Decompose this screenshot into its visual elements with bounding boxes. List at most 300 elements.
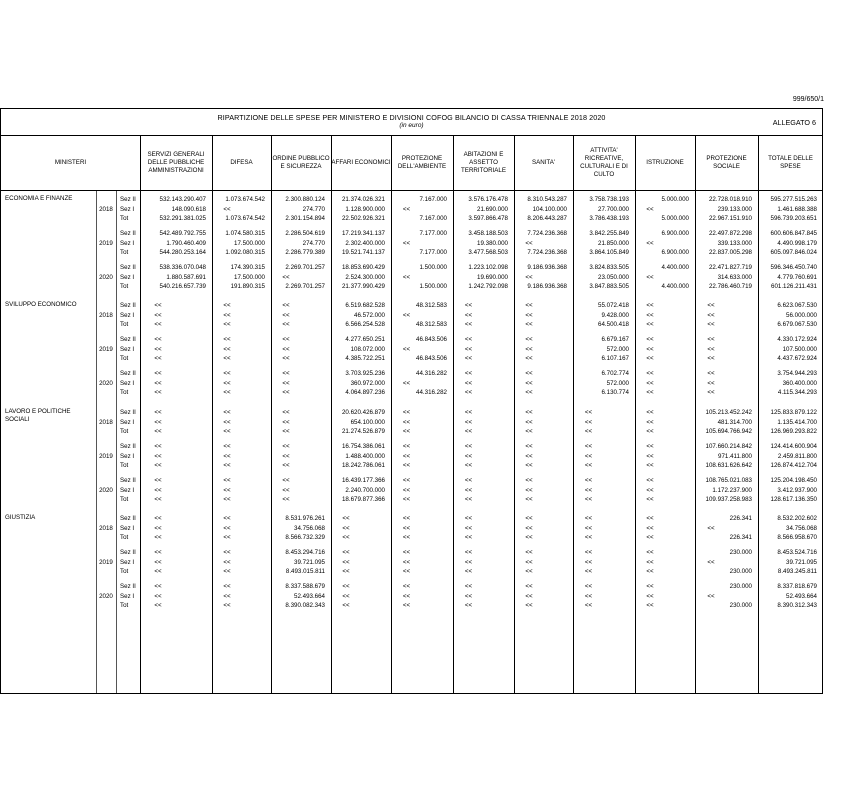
year-label: 2019 <box>99 558 113 566</box>
table-cell: 48.312.583 <box>416 321 447 329</box>
table-cell: 3.864.105.849 <box>589 249 629 257</box>
table-cell: 22.786.460.719 <box>708 283 752 291</box>
table-cell: << <box>584 583 593 590</box>
table-cell: << <box>402 273 411 281</box>
table-cell: << <box>223 602 231 610</box>
table-cell: << <box>282 462 290 470</box>
table-cell: << <box>525 345 533 353</box>
section-label: Tot <box>120 215 129 223</box>
table-cell: 1.135.414.700 <box>777 418 817 426</box>
table-cell: << <box>223 462 231 470</box>
table-cell: << <box>282 418 290 426</box>
table-cell: 4.064.897.236 <box>345 389 385 397</box>
table-cell: 274.770 <box>302 205 325 213</box>
table-cell: 596.346.450.740 <box>770 264 817 271</box>
section-label: Tot <box>120 428 129 436</box>
table-cell: << <box>525 583 533 590</box>
table-cell: 4.385.722.251 <box>345 355 385 363</box>
table-title-row <box>1 109 822 136</box>
table-cell: << <box>525 534 533 542</box>
table-cell: << <box>584 558 593 566</box>
table-cell: 108.765.021.083 <box>705 477 752 484</box>
table-cell: << <box>707 558 715 566</box>
table-cell: << <box>464 355 473 363</box>
table-cell: 3.477.568.503 <box>468 249 508 257</box>
table-cell: 21.690.000 <box>477 205 508 213</box>
table-cell: 596.739.203.651 <box>770 215 817 223</box>
section-label: Sez II <box>120 230 136 237</box>
table-cell: << <box>402 496 411 504</box>
section-label: Sez II <box>120 477 136 484</box>
table-cell: << <box>707 321 715 329</box>
table-cell: 314.633.000 <box>717 273 752 281</box>
table-cell: << <box>154 443 162 450</box>
table-cell: << <box>342 568 350 576</box>
table-cell: 8.390.312.343 <box>777 602 817 610</box>
column-header: ABITAZIONI E ASSETTO TERRITORIALE <box>461 151 506 174</box>
table-cell: 4.277.650.251 <box>345 336 385 343</box>
table-cell: 64.500.418 <box>598 321 629 329</box>
table-cell: << <box>154 409 162 416</box>
table-cell: 2.240.700.000 <box>345 486 385 494</box>
table-cell: 8.531.976.261 <box>285 515 325 522</box>
column-header: ISTRUZIONE <box>646 159 684 166</box>
table-cell: << <box>402 205 411 213</box>
table-body <box>1 191 822 693</box>
table-cell: 4.330.172.924 <box>777 336 817 343</box>
table-cell: << <box>154 534 162 542</box>
table-cell: << <box>282 336 290 343</box>
table-cell: << <box>464 462 473 470</box>
table-cell: 3.458.188.503 <box>468 230 508 237</box>
table-cell: << <box>223 443 231 450</box>
table-cell: 39.721.095 <box>294 558 325 566</box>
table-cell: << <box>707 379 715 387</box>
table-cell: << <box>154 345 162 353</box>
table-cell: 1.880.587.691 <box>166 273 206 281</box>
table-cell: 34.756.068 <box>786 524 817 532</box>
table-cell: << <box>646 302 654 309</box>
table-cell: << <box>223 534 231 542</box>
section-label: Tot <box>120 534 129 542</box>
table-cell: << <box>154 515 162 522</box>
table-cell: << <box>525 428 533 436</box>
table-cell: << <box>282 311 290 319</box>
table-cell: 3.412.937.900 <box>777 486 817 494</box>
table-cell: 230.000 <box>729 549 752 556</box>
section-label: Sez I <box>120 418 135 426</box>
table-cell: << <box>525 355 533 363</box>
table-cell: 1.488.400.000 <box>345 452 385 460</box>
table-cell: << <box>464 549 473 556</box>
table-cell: << <box>646 515 654 522</box>
table-cell: << <box>464 345 473 353</box>
table-cell: 5.000.000 <box>661 215 689 223</box>
table-cell: << <box>584 549 593 556</box>
table-cell: << <box>584 443 593 450</box>
table-cell: 2.300.880.124 <box>285 196 325 203</box>
section-label: Sez II <box>120 443 136 450</box>
table-cell: << <box>223 205 231 213</box>
table-cell: << <box>707 336 715 343</box>
year-label: 2018 <box>99 205 113 213</box>
table-cell: << <box>584 602 593 610</box>
table-cell: 601.126.211.431 <box>771 283 817 291</box>
table-cell: 360.400.000 <box>782 379 817 387</box>
table-cell: << <box>402 239 411 247</box>
section-label: Sez II <box>120 409 136 416</box>
section-label: Tot <box>120 462 129 470</box>
table-cell: 1.500.000 <box>419 264 447 271</box>
table-cell: 56.000.000 <box>786 311 817 319</box>
table-cell: 572.000 <box>606 345 629 353</box>
section-label: Sez I <box>120 205 135 213</box>
table-cell: << <box>402 534 411 542</box>
table-cell: 21.374.026.321 <box>341 196 385 203</box>
grid-line <box>96 191 97 693</box>
table-cell: 17.500.000 <box>234 239 265 247</box>
table-cell: << <box>646 379 654 387</box>
table-cell: 6.679.167 <box>601 336 629 343</box>
table-cell: << <box>464 370 473 377</box>
table-cell: << <box>402 524 411 532</box>
table-cell: << <box>464 321 473 329</box>
table-cell: << <box>464 602 473 610</box>
section-label: Tot <box>120 355 129 363</box>
table-cell: << <box>584 524 593 532</box>
section-label: Sez I <box>120 379 135 387</box>
table-cell: 4.400.000 <box>661 264 689 271</box>
table-cell: 107.660.214.842 <box>705 443 752 450</box>
table-cell: 18.853.690.429 <box>341 264 385 271</box>
section-label: Sez II <box>120 302 136 309</box>
table-cell: 230.000 <box>729 568 752 576</box>
section-label: Sez II <box>120 336 136 343</box>
table-cell: 126.969.293.822 <box>770 428 817 436</box>
table-cell: 7.724.236.368 <box>527 230 567 237</box>
table-cell: << <box>223 409 231 416</box>
table-cell: << <box>154 321 162 329</box>
table-cell: << <box>707 311 715 319</box>
table-cell: 18.679.877.366 <box>341 496 385 504</box>
table-cell: 3.576.176.478 <box>468 196 508 203</box>
table-cell: << <box>464 443 473 450</box>
table-cell: << <box>154 549 162 556</box>
ministry-name: LAVORO E POLITICHE SOCIALI <box>5 408 71 423</box>
table-cell: << <box>646 592 654 600</box>
table-cell: 7.177.000 <box>419 249 447 257</box>
table-cell: << <box>282 443 290 450</box>
table-cell: 654.100.000 <box>350 418 385 426</box>
table-cell: 230.000 <box>729 602 752 610</box>
table-cell: 481.314.700 <box>717 418 752 426</box>
table-cell: << <box>464 379 473 387</box>
section-label: Sez II <box>120 549 136 556</box>
table-cell: 108.631.626.642 <box>705 462 752 470</box>
table-cell: 124.414.600.904 <box>770 443 817 450</box>
table-cell: << <box>707 302 715 309</box>
table-cell: 19.521.741.137 <box>341 249 385 257</box>
table-cell: 3.786.438.193 <box>589 215 629 223</box>
table-cell: 274.770 <box>302 239 325 247</box>
table-cell: << <box>525 496 533 504</box>
table-cell: << <box>525 602 533 610</box>
table-cell: << <box>342 602 350 610</box>
table-cell: << <box>584 418 593 426</box>
ministry-name: GIUSTIZIA <box>5 514 36 521</box>
table-cell: << <box>402 379 411 387</box>
table-cell: << <box>525 524 533 532</box>
table-cell: << <box>223 355 231 363</box>
year-label: 2018 <box>99 418 113 426</box>
table-cell: << <box>525 515 533 522</box>
table-cell: 600.606.847.845 <box>770 230 817 237</box>
table-cell: << <box>223 486 231 494</box>
table-cell: 7.724.236.368 <box>527 249 567 257</box>
table-cell: << <box>282 302 290 309</box>
year-label: 2020 <box>99 486 113 494</box>
table-cell: 8.453.524.716 <box>777 549 817 556</box>
table-cell: 191.890.315 <box>230 283 265 291</box>
year-label: 2019 <box>99 345 113 353</box>
table-cell: 605.097.846.024 <box>770 249 817 257</box>
table-cell: 6.130.774 <box>601 389 629 397</box>
table-cell: 20.620.426.879 <box>341 409 385 416</box>
table-cell: 105.694.766.942 <box>705 428 752 436</box>
table-cell: 6.566.254.528 <box>345 321 385 329</box>
table-cell: << <box>646 452 654 460</box>
table-cell: << <box>646 205 654 213</box>
table-cell: 21.274.526.879 <box>341 428 385 436</box>
table-cell: 6.679.067.530 <box>777 321 817 329</box>
table-cell: 2.524.300.000 <box>345 273 385 281</box>
table-cell: << <box>525 311 533 319</box>
table-cell: << <box>402 549 411 556</box>
table-cell: 16.439.177.366 <box>341 477 385 484</box>
table-cell: << <box>223 496 231 504</box>
table-cell: 108.072.000 <box>350 345 385 353</box>
table-cell: 19.380.000 <box>477 239 508 247</box>
table-cell: << <box>646 534 654 542</box>
table-cell: 595.277.515.263 <box>770 196 817 203</box>
table-cell: << <box>464 568 473 576</box>
table-cell: 22.967.151.910 <box>708 215 752 223</box>
table-cell: << <box>525 409 533 416</box>
table-cell: << <box>646 418 654 426</box>
table-header-row <box>1 136 822 191</box>
table-cell: 2.286.779.389 <box>285 249 325 257</box>
year-label: 2018 <box>99 524 113 532</box>
table-cell: 22.497.872.298 <box>708 230 752 237</box>
table-cell: << <box>402 568 411 576</box>
table-cell: 4.779.760.691 <box>777 273 817 281</box>
section-label: Sez II <box>120 370 136 377</box>
table-cell: << <box>584 496 593 504</box>
table-cell: << <box>154 379 162 387</box>
table-cell: 46.572.000 <box>354 311 385 319</box>
table-cell: << <box>646 345 654 353</box>
table-cell: << <box>584 486 593 494</box>
section-label: Sez I <box>120 486 135 494</box>
table-cell: << <box>154 583 162 590</box>
table-cell: << <box>223 389 231 397</box>
table-cell: << <box>525 273 533 281</box>
table-cell: << <box>402 558 411 566</box>
table-cell: 23.050.000 <box>598 273 629 281</box>
column-header: SERVIZI GENERALI DELLE PUBBLICHE AMMINISTRAZIONI <box>147 151 205 174</box>
table-cell: << <box>154 462 162 470</box>
table-cell: << <box>707 355 715 363</box>
table-cell: 125.833.879.122 <box>770 409 817 416</box>
table-cell: 2.286.504.619 <box>285 230 325 237</box>
table-cell: << <box>223 558 231 566</box>
table-cell: << <box>525 389 533 397</box>
table-cell: << <box>707 592 715 600</box>
table-cell: 22.471.827.719 <box>708 264 752 271</box>
table-cell: << <box>464 583 473 590</box>
table-cell: 226.341 <box>729 515 752 522</box>
table-cell: 532.291.381.025 <box>159 215 206 223</box>
table-cell: 6.900.000 <box>661 249 689 257</box>
table-cell: << <box>154 418 162 426</box>
table-cell: 1.128.900.000 <box>345 205 385 213</box>
table-cell: << <box>646 558 654 566</box>
table-cell: << <box>646 409 654 416</box>
table-cell: << <box>154 486 162 494</box>
table-cell: 1.790.460.409 <box>166 239 206 247</box>
table-cell: 8.453.294.716 <box>285 549 325 556</box>
table-cell: 3.824.833.505 <box>589 264 629 271</box>
table-cell: << <box>646 239 654 247</box>
table-cell: 4.115.344.293 <box>777 389 817 397</box>
grid-line <box>116 191 117 693</box>
table-cell: << <box>402 443 411 450</box>
table-cell: 125.204.198.450 <box>770 477 817 484</box>
table-cell: << <box>223 568 231 576</box>
section-label: Tot <box>120 496 129 504</box>
table-cell: << <box>525 379 533 387</box>
table-cell: << <box>154 355 162 363</box>
table-cell: 6.702.774 <box>601 370 629 377</box>
table-cell: << <box>464 389 473 397</box>
table-cell: << <box>464 311 473 319</box>
table-cell: << <box>646 336 654 343</box>
table-cell: << <box>464 418 473 426</box>
table-cell: 46.843.506 <box>416 336 447 343</box>
table-cell: << <box>646 524 654 532</box>
table-cell: 52.493.664 <box>786 592 817 600</box>
table-cell: 22.502.926.321 <box>341 215 385 223</box>
table-cell: << <box>584 428 593 436</box>
table-cell: 8.390.082.343 <box>285 602 325 610</box>
table-cell: << <box>525 321 533 329</box>
table-cell: << <box>282 477 290 484</box>
table-cell: 104.100.000 <box>532 205 567 213</box>
table-cell: << <box>223 302 231 309</box>
table-cell: << <box>154 496 162 504</box>
table-cell: << <box>464 524 473 532</box>
section-label: Sez II <box>120 515 136 522</box>
year-label: 2019 <box>99 239 113 247</box>
table-cell: 538.336.070.048 <box>159 264 206 271</box>
table-cell: << <box>154 389 162 397</box>
table-cell: 360.972.000 <box>350 379 385 387</box>
column-header: PROTEZIONE DELL'AMBIENTE <box>397 155 447 170</box>
table-cell: << <box>646 428 654 436</box>
table-cell: << <box>282 379 290 387</box>
section-label: Tot <box>120 321 129 329</box>
table-cell: << <box>154 568 162 576</box>
table-cell: 34.756.068 <box>294 524 325 532</box>
table-cell: << <box>154 602 162 610</box>
table-cell: 17.500.000 <box>234 273 265 281</box>
table-cell: 2.301.154.894 <box>285 215 325 223</box>
table-cell: 52.493.664 <box>294 592 325 600</box>
table-cell: 3.703.925.236 <box>345 370 385 377</box>
table-cell: << <box>646 443 654 450</box>
table-cell: << <box>342 524 350 532</box>
table-cell: 1.073.674.542 <box>225 215 265 223</box>
table-cell: << <box>525 558 533 566</box>
table-cell: 6.107.167 <box>601 355 629 363</box>
table-cell: << <box>154 311 162 319</box>
table-cell: << <box>584 534 593 542</box>
section-label: Sez I <box>120 592 135 600</box>
table-cell: 44.316.282 <box>416 389 447 397</box>
section-label: Sez I <box>120 558 135 566</box>
table-cell: << <box>154 558 162 566</box>
table-cell: 107.500.000 <box>782 345 817 353</box>
table-cell: << <box>525 477 533 484</box>
year-label: 2020 <box>99 379 113 387</box>
table-cell: << <box>464 486 473 494</box>
table-cell: 6.519.682.528 <box>345 302 385 309</box>
table-cell: 174.390.315 <box>230 264 265 271</box>
table-cell: << <box>223 370 231 377</box>
table-cell: << <box>402 583 411 590</box>
table-cell: 8.566.732.329 <box>285 534 325 542</box>
section-label: Sez II <box>120 196 136 203</box>
section-label: Sez I <box>120 345 135 353</box>
table-cell: << <box>525 418 533 426</box>
column-header: SANITA' <box>531 159 556 166</box>
table-cell: 1.461.688.388 <box>777 205 817 213</box>
column-header: TOTALE DELLE SPESE <box>768 155 813 170</box>
table-cell: 3.758.738.193 <box>589 196 629 203</box>
table-cell: 22.728.018.910 <box>708 196 752 203</box>
table-cell: 339.133.000 <box>717 239 752 247</box>
table-cell: 109.937.258.983 <box>705 496 752 504</box>
table-cell: << <box>282 428 290 436</box>
allegato-label: ALLEGATO 6 <box>772 118 816 127</box>
table-cell: << <box>525 370 533 377</box>
table-cell: << <box>525 443 533 450</box>
table-cell: << <box>646 477 654 484</box>
header-ministeri: MINISTERI <box>54 159 87 166</box>
table-cell: << <box>223 524 231 532</box>
table-cell: 128.617.136.350 <box>770 496 817 504</box>
table-cell: << <box>342 534 350 542</box>
table-cell: 532.143.290.407 <box>159 196 206 203</box>
table-cell: 1.500.000 <box>419 283 447 291</box>
column-header: ORDINE PUBBLICO E SICUREZZA <box>272 155 330 170</box>
table-cell: 1.092.080.315 <box>225 249 265 257</box>
table-cell: << <box>646 602 654 610</box>
table-cell: << <box>646 462 654 470</box>
table-cell: << <box>154 302 162 309</box>
table-cell: 4.400.000 <box>661 283 689 291</box>
table-cell: 239.133.000 <box>717 205 752 213</box>
